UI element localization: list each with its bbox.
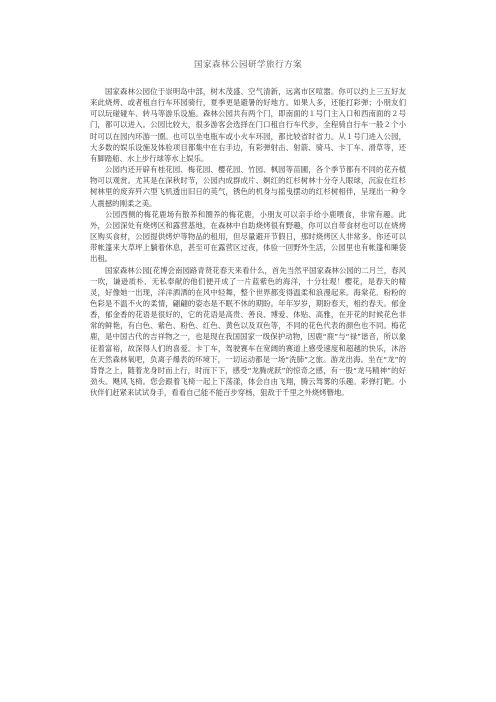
- paragraph-deer-bbq: 公园西侧的梅花鹿场有散养和圈养的梅花鹿，小朋友可以亲手给小鹿喂食，非常有趣。此外，公园深处有烧烤区和露营基地，在森林中自助烧烤很有野趣，你可以自带食材也可以在烧烤区购买食材，公园提供烤炉等物品的租用，但尽量避开节假日，那时烧烤区人非常多。你还可以带帐篷来大草坪上躺着休息，甚至可在露营区过夜，体验一回野外生活，公园里也有帐篷和睡袋出租。: [90, 209, 406, 264]
- paragraph-spring-attractions: 国家森林公园[花博会南园路青贤花春天来看什么，首先当然平国家森林公园的二月兰，春风一吹，谦逊质朴、无私奉献的他们便开成了一片蓝紫色的海洋，十分壮观！樱花，是春天的精灵，好像她一出现，洋洋洒洒的在风中轻舞，整个世界都变得温柔和浪漫起来。海棠花．粉粉的色彩是不温不火的柔情，翩翩的姿态是不眠不休的期盼。年年岁岁，期盼春天，相约春天。郁金香，郁金香的花语是很好的，它的花语是高贵、善良、博爱、体贴、高雅，在开花的时候花色非常的鲜艳，有白色、紫色、粉色、红色、黄色以及双色等，不同的花色代表的颜色也不同。梅花鹿，是中国古代的吉祥物之一，也是现在我国国家一级保护动物，因鹿“鹿”与“禄”谐音，所以象征着富裕，故深得人们的喜爱。卡丁车，驾驶赛车在宽阔的赛道上感受速度和超越的快乐，沐浴在天然森林氧吧，负离子爆表的环境下，一切运动都是一场“洗肺”之旅。游龙出海。坐在“龙”的背脊之上，随着龙身时而上行，时而下下，感受“龙腾虎跃”的惊奇之感，有一股“龙马精神”的好劲头。飓风飞椅。您会跟着飞椅一起上下荡漾，体会自由飞翔，腾云驾雾的乐趣。彩弹打靶。小伙伴们赶紧来试试身手，看看自己能不能百步穿杨，狙敌于千里之外烧烤簪地。: [90, 265, 406, 398]
- paragraph-intro: 国家森林公园位于崇明岛中部，树木茂盛、空气清新，远离市区喧嚣。你可以约上三五好友来此烧烤、或者租自行车环园骑行，夏季更是避暑的好地方。如果人多，还能打彩弹；小朋友们可以玩碰碰车、转马等游乐设施。森林公园共有两个门，即南面的１号门主入口和西南面的２号门，都可以进入。公园比较大，很多游客会选择在门口租自行车代步，全程骑自行车一般２个小时可以在园内环游一圈。也可以坐电瓶车或小火车环园，都比较省时省力。从１号门进入公园，大多数的娱乐设施及体验项目都集中在右手边，有彩弹射击、射箭、骑马、卡丁车、滑草等，还有脚踏船、水上步行球等水上娱乐。: [90, 87, 406, 163]
- document-body: [90, 86, 406, 398]
- document-title: 国家森林公园研学旅行方案: [194, 60, 302, 70]
- paragraph-gardens: 公园内还开辟有桂花园、梅花园、樱花园、竹园、枫园等苗圃，各个季节都有不同的花卉植物可以观赏。尤其是在深秋时节，公园内成群成片、婀红的红杉树林十分夺人眼球，沉寂在红杉树林里的废弃歼六型飞机透出旧日的英气，锈色的机身与摇曳摆动的红杉树相伴，呈现出一种令人震撼的刚柔之美。: [90, 165, 406, 208]
